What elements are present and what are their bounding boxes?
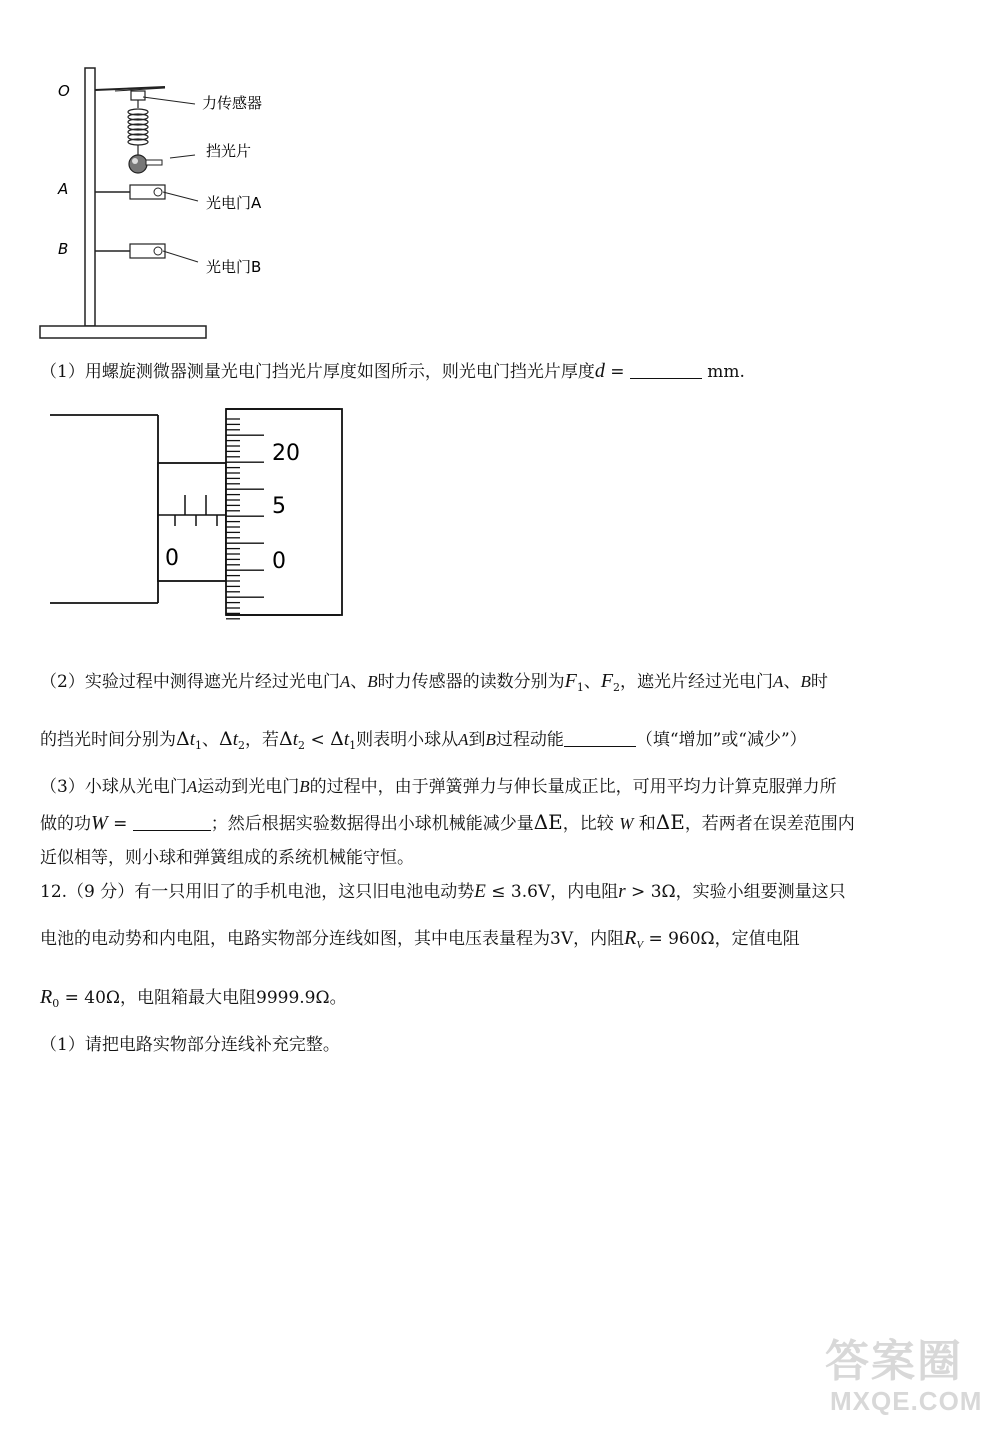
q3-line-3: 近似相等，则小球和弹簧组成的系统机械能守恒。 bbox=[40, 848, 414, 868]
q2-line-1: （2）实验过程中测得遮光片经过光电门A、B时力传感器的读数分别为$F_1$、$F_2$，遮光片经过光电门A、B时 bbox=[40, 670, 828, 694]
q12-line-1: 12.（9 分）有一只用旧了的手机电池，这只旧电池电动势E ≤ 3.6V，内电阻r > 3Ω，实验小组要测量这只 bbox=[40, 881, 846, 902]
gate-b-label: 光电门B bbox=[206, 258, 262, 276]
watermark-cn: 答案圈 bbox=[825, 1337, 963, 1386]
stand-pole bbox=[85, 68, 95, 326]
label-o: O bbox=[58, 82, 70, 100]
q2-line-2: 的挡光时间分别为$\Delta t_1$、$\Delta t_2$，若$\Delta t_2 < \Delta t_1$则表明小球从A到B过程动能 （填“增加”或“减少”） bbox=[40, 728, 807, 752]
spring bbox=[128, 109, 148, 145]
gate-a-label: 光电门A bbox=[206, 194, 262, 212]
thimble-label-20: 20 bbox=[272, 441, 300, 466]
label-b: B bbox=[58, 240, 69, 258]
thimble-label-5: 5 bbox=[272, 494, 286, 519]
q1-line: （1）用螺旋测微器测量光电门挡光片厚度如图所示，则光电门挡光片厚度d = mm. bbox=[40, 360, 745, 382]
shutter-label: 挡光片 bbox=[206, 142, 252, 160]
ball bbox=[129, 155, 147, 173]
q2-answer-blank[interactable] bbox=[564, 730, 636, 747]
shutter bbox=[146, 160, 162, 165]
sleeve-zero-label: 0 bbox=[165, 546, 179, 571]
force-sensor bbox=[131, 91, 145, 100]
stand-base bbox=[40, 326, 206, 338]
force-sensor-label: 力传感器 bbox=[202, 94, 263, 112]
q3-line-2: 做的功W = ；然后根据实验数据得出小球机械能减少量ΔE，比较 W 和ΔE，若两者在误差范围内 bbox=[40, 810, 855, 834]
thimble-label-0: 0 bbox=[272, 549, 286, 574]
q12-line-3: $R_0 = 40\Omega$，电阻箱最大电阻9999.9Ω。 bbox=[40, 986, 347, 1010]
q3-answer-blank[interactable] bbox=[133, 814, 211, 831]
apparatus-figure bbox=[30, 60, 330, 345]
q12-line-2: 电池的电动势和内电阻，电路实物部分连线如图，其中电压表量程为3V，内阻$R_V = 960\Omega$，定值电阻 bbox=[40, 927, 800, 951]
q1-answer-blank[interactable] bbox=[630, 362, 702, 379]
q12-sub-1: （1）请把电路实物部分连线补充完整。 bbox=[40, 1035, 340, 1055]
label-a: A bbox=[58, 180, 69, 198]
q3-line-1: （3）小球从光电门A运动到光电门B的过程中，由于弹簧弹力与伸长量成正比，可用平均力计算克服弹力所 bbox=[40, 777, 837, 797]
watermark-en: MXQE.COM bbox=[830, 1386, 983, 1416]
micrometer-figure bbox=[40, 405, 360, 625]
